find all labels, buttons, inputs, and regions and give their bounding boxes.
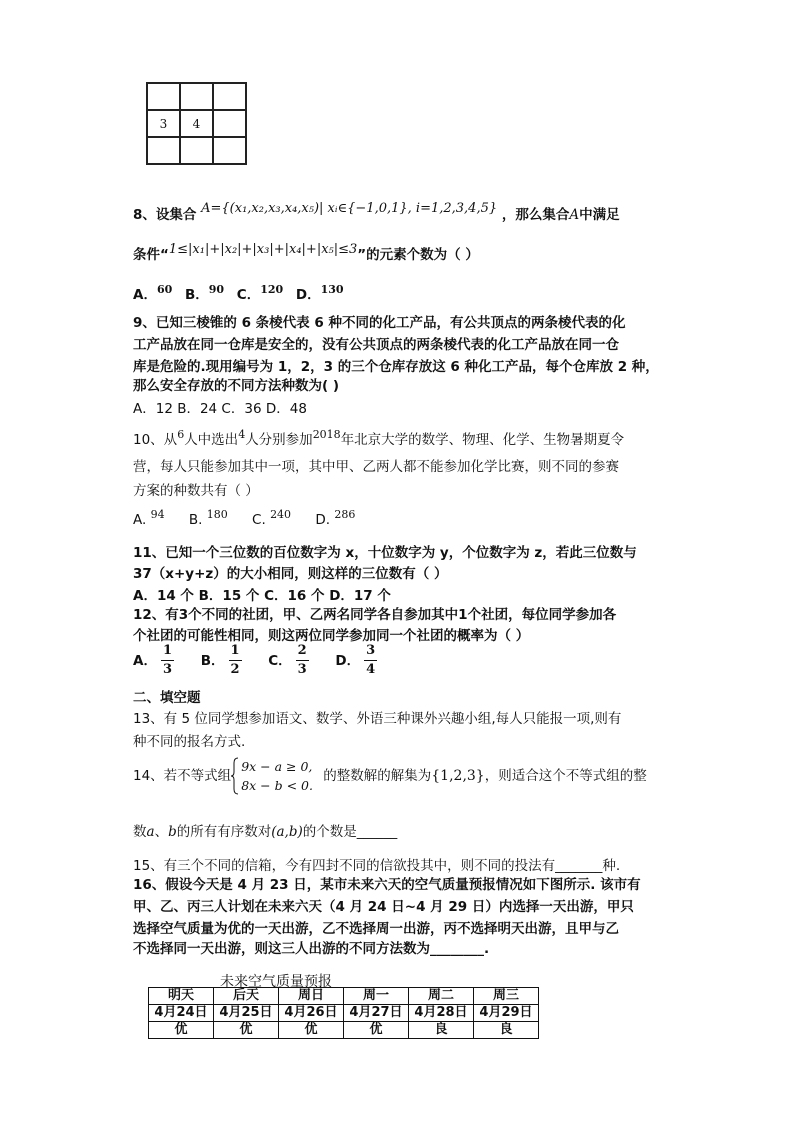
table-cell: 4月27日 [344,1005,409,1022]
q12-option-a[interactable] [133,643,178,677]
table-cell: 周日 [279,988,344,1005]
grid-row [147,110,246,137]
q11-line: 37（x+y+z）的大小相同，则这样的三位数有（ ） [133,566,448,582]
ordered-pair: (a,b) [271,824,303,840]
text: 、 [154,824,169,840]
grid-row [147,83,246,110]
q8-cond-prefix: 条件“ [133,247,169,263]
q11-options: A．14 个 B．15 个 C．16 个 D．17 个 [133,588,391,604]
q10-option-a[interactable] [133,508,165,528]
numerator: 2 [296,642,309,661]
q8-option-c[interactable] [236,283,284,303]
grid-cell: 4 [180,110,213,137]
q8-option-d[interactable] [295,283,344,303]
option-value: 130 [320,283,344,296]
q10-number: 6 [177,428,185,441]
q9-line: 库是危险的.现用编号为 1，2，3 的三个仓库存放这 6 种化工产品，每个仓库放 2 种， [133,359,659,375]
option-label: A. [133,512,147,528]
q9-line: 9、已知三棱锥的 6 条棱代表 6 种不同的化工产品，有公共顶点的两条棱代表的化 [133,315,626,331]
text: 数 [133,824,147,840]
forecast-table [148,987,539,1039]
option-label: C． [268,652,292,669]
inequality-system [231,757,313,795]
q10-year: 2018 [312,428,341,441]
grid-cell [147,83,180,110]
inequality: 9x − a ≥ 0, [241,759,313,774]
q12-line: 个社团的可能性相同，则这两位同学参加同一个社团的概率为（ ） [133,628,530,644]
option-label: B． [184,287,209,303]
q8-line1 [133,203,620,223]
option-label: D． [335,652,361,669]
q10-line3: 方案的种数共有（ ） [133,483,259,499]
grid-cell [180,83,213,110]
q10-line1 [133,428,624,448]
numerator: 1 [229,642,242,661]
grid-cell [213,110,246,137]
q12-option-d[interactable] [335,643,381,677]
table-row [149,1022,539,1039]
grid-cell [213,137,246,164]
solution-set: {1,2,3} [431,768,485,784]
q9-options: A．12 B．24 C．36 D．48 [133,401,307,417]
option-label: C． [236,287,261,303]
q8-line2 [133,243,479,263]
fraction [161,642,174,679]
grid-cell: 3 [147,110,180,137]
q8-cond-suffix: ”的元素个数为（ ） [357,247,479,263]
q12-line: 12、有3个不同的社团，甲、乙两名同学各自参加其中1个社团，每位同学参加各 [133,607,617,623]
q10-number: 4 [238,428,246,441]
brace-icon [231,757,239,795]
q9-line: 工产品放在同一仓库是安全的，没有公共顶点的两条棱代表的化工产品放在同一仓 [133,337,619,353]
table-cell: 良 [409,1022,474,1039]
table-cell: 周三 [474,988,539,1005]
q8-option-b[interactable] [184,283,225,303]
q8-suffix2: 中满足 [579,207,620,223]
option-label: B． [200,652,225,669]
option-label: B. [188,512,203,528]
table-cell: 4月26日 [279,1005,344,1022]
variable: a [146,824,155,840]
q10-options [133,508,356,528]
section-heading: 二、填空题 [133,690,201,706]
q16-line: 选择空气质量为优的一天出游，乙不选择周一出游，丙不选择明天出游，且甲与乙 [133,921,619,937]
text: 14、若不等式组 [133,768,232,784]
numerator: 3 [364,642,377,661]
text: 的所有有序数对 [176,824,272,840]
q10-option-b[interactable] [188,508,228,528]
q8-prefix: 8、设集合 [133,207,197,223]
variable: b [168,824,177,840]
table-cell: 4月29日 [474,1005,539,1022]
denominator: 4 [366,662,376,677]
text: ，则适合这个不等式组的整 [484,768,647,784]
q10-option-c[interactable] [252,508,292,528]
q8-set-name: A [569,207,580,223]
q8-options [133,283,344,303]
option-label: A． [133,652,157,669]
table-cell: 周一 [344,988,409,1005]
q16-line: 甲、乙、丙三人计划在未来六天（4 月 24 日~4 月 29 日）内选择一天出游，甲只 [133,899,634,915]
text: 人分别参加 [245,432,313,448]
fraction [364,642,377,679]
table-cell: 优 [279,1022,344,1039]
q8-suffix: ，那么集合 [501,207,570,223]
q8-option-a[interactable] [133,283,173,303]
fraction [296,642,309,679]
option-value: 240 [270,508,292,521]
table-cell: 周二 [409,988,474,1005]
table-cell: 4月24日 [149,1005,214,1022]
text: 人中选出 [184,432,239,448]
option-value: 180 [206,508,228,521]
text: 的整数解的解集为 [323,768,432,784]
text: 10、从 [133,432,178,448]
table-cell: 优 [344,1022,409,1039]
q12-option-c[interactable] [268,643,312,677]
q8-condition: 1≤|x₁|+|x₂|+|x₃|+|x₄|+|x₅|≤3 [168,242,358,257]
option-value: 120 [260,283,284,296]
table-row [149,1005,539,1022]
table-row [149,988,539,1005]
q15-line: 15、有三个不同的信箱，今有四封不同的信欲投其中，则不同的投法有_______种. [133,858,621,874]
grid-cell [180,137,213,164]
inequality: 8x − b < 0. [241,778,313,793]
option-label: C. [252,512,266,528]
number-grid [146,82,247,165]
q14-line2 [133,820,397,840]
q8-set-expression: A={(x₁,x₂,x₃,x₄,x₅)| xᵢ∈{−1,0,1}, i=1,2,3,4,5} [201,201,498,216]
table-cell: 4月28日 [409,1005,474,1022]
q11-line: 11、已知一个三位数的百位数字为 x，十位数字为 y，个位数字为 z，若此三位数与 [133,545,637,561]
fraction [229,642,242,679]
option-value: 94 [150,508,165,521]
q10-option-d[interactable] [315,508,356,528]
option-value: 60 [156,283,173,296]
q16-line: 不选择同一天出游，则这三人出游的不同方法数为________. [133,941,490,957]
q12-options [133,642,381,679]
q14-line1 [133,757,647,795]
q13-line: 种不同的报名方式. [133,734,246,750]
table-cell: 后天 [214,988,279,1005]
q9-line: 那么安全存放的不同方法种数为( ) [133,378,340,394]
q10-line2: 营，每人只能参加其中一项，其中甲、乙两人都不能参加化学比赛，则不同的参赛 [133,459,619,475]
table-cell: 优 [214,1022,279,1039]
table-cell: 4月25日 [214,1005,279,1022]
option-label: D. [315,512,331,528]
text: 年北京大学的数学、物理、化学、生物暑期夏令 [340,432,625,448]
grid-cell [213,83,246,110]
option-value: 286 [334,508,356,521]
denominator: 3 [297,662,307,677]
q12-option-b[interactable] [200,643,246,677]
option-label: D． [295,287,321,303]
option-label: A． [133,287,157,303]
numerator: 1 [161,642,174,661]
denominator: 2 [230,662,240,677]
grid-row [147,137,246,164]
option-value: 90 [208,283,225,296]
table-cell: 良 [474,1022,539,1039]
denominator: 3 [162,662,172,677]
q13-line: 13、有 5 位同学想参加语文、数学、外语三种课外兴趣小组,每人只能报一项,则有 [133,711,622,727]
table-cell: 优 [149,1022,214,1039]
forecast-title: 未来空气质量预报 [220,974,332,990]
text: 的个数是______ [302,824,398,840]
q16-line: 16、假设今天是 4 月 23 日，某市未来六天的空气质量预报情况如下图所示. 该市有 [133,877,641,893]
table-cell: 明天 [149,988,214,1005]
grid-cell [147,137,180,164]
